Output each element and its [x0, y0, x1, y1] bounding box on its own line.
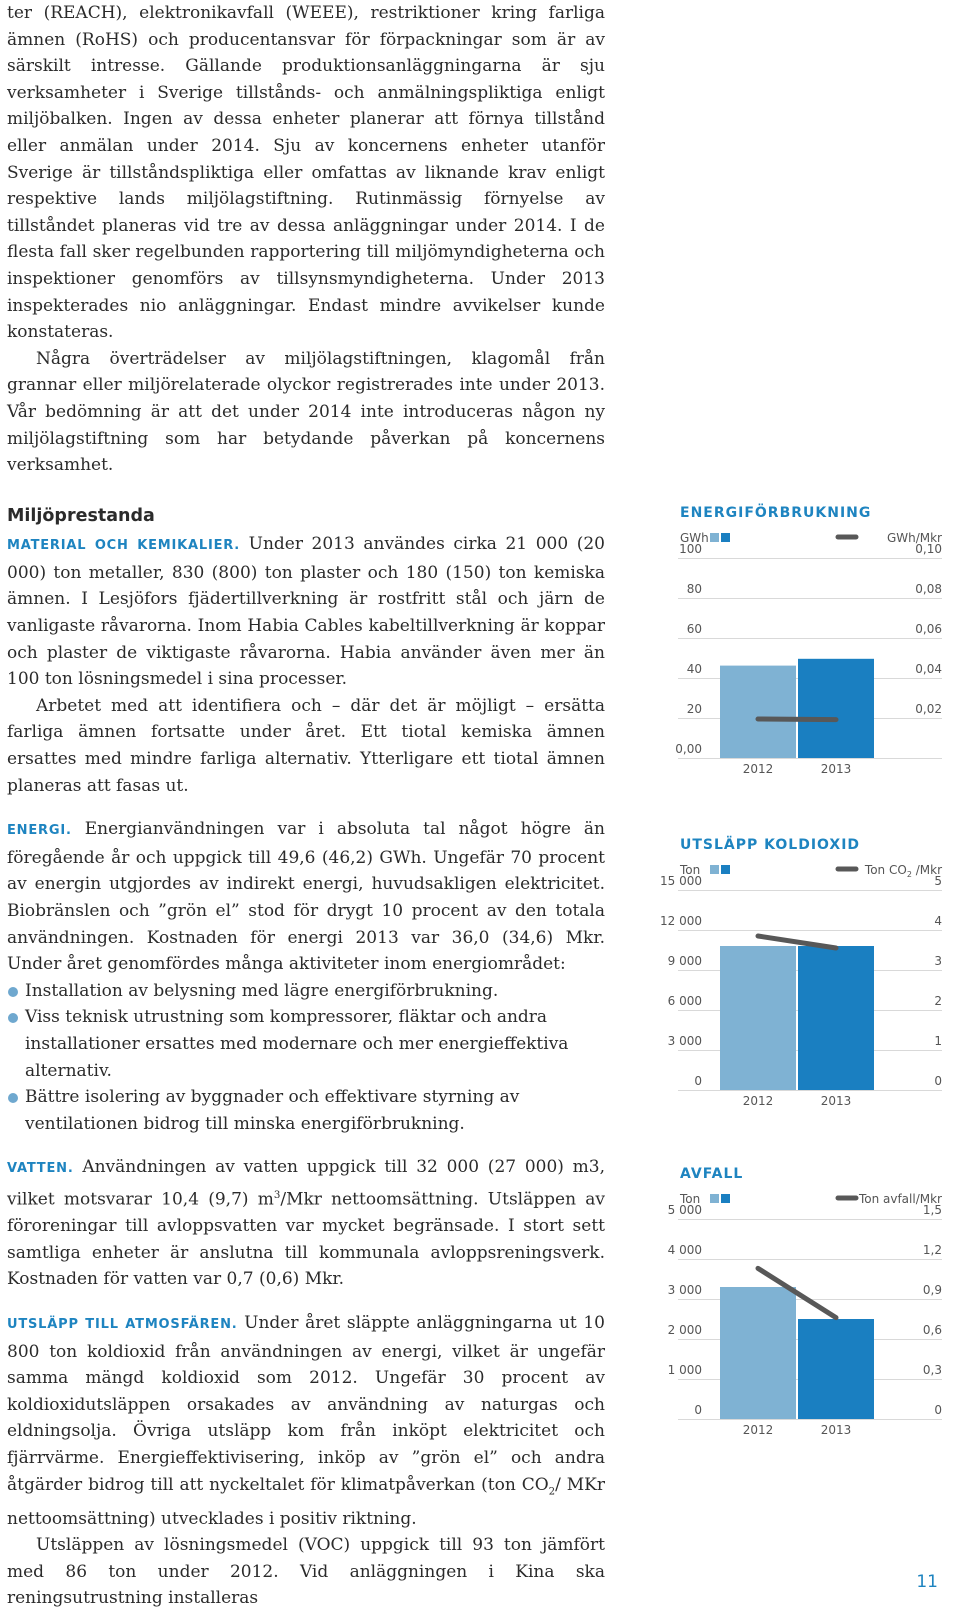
right-tick-label: 4	[934, 914, 942, 928]
right-tick-label: 2	[934, 994, 942, 1008]
left-tick-label: 3 000	[667, 1283, 702, 1297]
list-item: Bättre isolering av byggnader och effektivare styrning av ventilationen bidrog till minska energiförbrukning.	[7, 1084, 605, 1137]
utslapp-subscript: 2	[548, 1485, 556, 1497]
left-tick-label: 80	[686, 582, 702, 596]
right-tick-label: 0,08	[915, 582, 942, 596]
legend-swatch-2013	[721, 533, 730, 542]
bar-2012	[720, 666, 796, 758]
category-label: 2013	[820, 762, 852, 776]
bar-2013	[798, 659, 874, 758]
lead-energi: ENERGI.	[7, 823, 72, 839]
left-unit-label: GWh	[680, 531, 709, 545]
bar-2013	[798, 946, 874, 1090]
left-tick-label: 9 000	[667, 954, 702, 968]
paragraph-violations: Några överträdelser av miljölagstiftningen, klagomål från grannar eller miljörelaterade olyckor registrerades inte under 2013. Vår bedömning är att det under 2014 inte introduceras någon ny miljölagstiftning som har betydande påverkan på koncernens verksamhet.	[7, 348, 605, 476]
right-tick-label: 0,9	[922, 1283, 942, 1297]
right-tick-label: 0,04	[915, 662, 942, 676]
right-tick-label: 1,5	[922, 1203, 942, 1217]
utslapp-text-b: / MKr nettoomsättning) utvecklades i positiv riktning.	[7, 1474, 605, 1529]
left-tick-label: 20	[686, 702, 702, 716]
chart-title: UTSLÄPP KOLDIOXID	[680, 837, 861, 853]
chart-title: ENERGIFÖRBRUKNING	[680, 505, 872, 521]
waste-chart-svg	[660, 1166, 960, 1456]
lead-vatten: VATTEN.	[7, 1161, 74, 1177]
bar-2012	[720, 1287, 796, 1419]
left-tick-label: 2 000	[667, 1323, 702, 1337]
body-text-column	[7, 0, 605, 1612]
page-number: 11	[916, 1572, 938, 1592]
left-tick-label: 1 000	[667, 1363, 702, 1377]
left-tick-label: 4 000	[667, 1243, 702, 1257]
legend-swatch-2012	[710, 865, 719, 874]
right-tick-label: 0	[934, 1074, 942, 1088]
paragraph-voc: Utsläppen av lösningsmedel (VOC) uppgick till 93 ton jämfört med 86 ton under 2012. Vid anläggningen i Kina ska reningsutrustning installeras	[7, 1535, 605, 1609]
paragraph-vatten	[7, 1154, 605, 1293]
bar-2012	[720, 946, 796, 1090]
co2-chart	[660, 837, 960, 1127]
left-tick-label: 0	[694, 1403, 702, 1417]
left-tick-label: 100	[679, 542, 702, 556]
charts-column	[660, 0, 960, 1598]
vatten-text-b: /Mkr nettoomsättning. Utsläppen av föroreningar till avloppsvatten var mycket begränsade. I stort sett samtliga enheter är anslutna till kommunala avloppsreningsverk. Kostnaden för vatten var 0,7 (0,6) Mkr.	[7, 1189, 605, 1290]
right-tick-label: 5	[934, 874, 942, 888]
co2-chart-svg	[660, 837, 960, 1127]
right-tick-label: 0,06	[915, 622, 942, 636]
left-tick-label: 0,00	[675, 742, 702, 756]
material-text: Under 2013 användes cirka 21 000 (20 000) ton metaller, 830 (800) ton plaster och 180 (150) ton kemiska ämnen. I Lesjöfors fjädertillverkning är rostfritt stål och järn de vanligaste råvarorna. Inom Habia Cables kabeltillverkning är koppar och plaster de viktigaste råvarorna. Habia använder även mer än 100 ton lösningsmedel i sina processer.	[7, 534, 605, 690]
list-item: Installation av belysning med lägre energiförbrukning.	[7, 978, 605, 1005]
right-tick-label: 0	[934, 1403, 942, 1417]
bar-2013	[798, 1319, 874, 1419]
vatten-text-a: Användningen av vatten uppgick till 32 000 (27 000) m3, vilket motsvarar 10,4 (9,7) m	[7, 1157, 605, 1210]
energy-activities-list	[7, 978, 605, 1138]
legend-swatch-2012	[710, 1194, 719, 1203]
right-tick-label: 0,10	[915, 542, 942, 556]
left-unit-label: Ton	[680, 1192, 701, 1206]
left-tick-label: 60	[686, 622, 702, 636]
right-unit-label: GWh/Mkr	[886, 531, 942, 545]
paragraph-utslapp	[7, 1310, 605, 1532]
energi-text: Energianvändningen var i absoluta tal något högre än föregående år och uppgick till 49,6 (46,2) GWh. Ungefär 70 procent av energin utgjordes av indirekt energi, huvudsakligen elektricitet. Biobränslen och ”grön el” stod för drygt 10 procent av den totala användningen. Kostnaden för energi 2013 var 36,0 (34,6) Mkr. Under året genomfördes många aktiviteter inom energiområdet:	[7, 819, 605, 975]
energy-chart	[660, 505, 960, 795]
left-tick-label: 6 000	[667, 994, 702, 1008]
energy-chart-svg	[660, 505, 960, 795]
lead-material: MATERIAL OCH KEMIKALIER.	[7, 538, 241, 554]
left-tick-label: 40	[686, 662, 702, 676]
intensity-line	[758, 719, 836, 720]
category-label: 2012	[742, 1094, 774, 1108]
list-item: Viss teknisk utrustning som kompressorer, fläktar och andra installationer ersattes med modernare och mer energieffektiva alternativ.	[7, 1004, 605, 1084]
paragraph-permits: ter (REACH), elektronikavfall (WEEE), restriktioner kring farliga ämnen (RoHS) och producentansvar för förpackningar som är av särskilt intresse. Gällande produktionsanläggningarna är sju verksamheter i Sverige tillstånds- och anmälningspliktiga enligt miljöbalken. Ingen av dessa enheter planerar att förnya tillstånd eller anmälan under 2014. Sju av koncernens enheter utanför Sverige är tillståndspliktiga eller omfattas av liknande krav enligt respektive lands miljölagstiftning. Rutinmässig förnyelse av tillståndet planeras vid tre av dessa anläggningar under 2014. I de flesta fall sker regelbunden rapportering till miljömyndigheterna och inspektioner genomförs av tillsynsmyndigheterna. Under 2013 inspekterades nio anläggningar. Endast mindre avvikelser kunde konstateras.	[7, 3, 605, 343]
paragraph-material-2: Arbetet med att identifiera och – där det är möjligt – ersätta farliga ämnen fortsatte under året. Ett tiotal kemiska ämnen ersattes med mindre farliga alternativ. Ytterligare ett tiotal ämnen planeras att fasas ut.	[7, 695, 605, 796]
utslapp-text-a: Under året släppte anläggningarna ut 10 800 ton koldioxid från användningen av energi, vilket är ungefär samma mängd koldioxid som 2012. Ungefär 30 procent av koldioxidutsläppen orsakades av användning av naturgas och eldningsolja. Övriga utsläpp kom från inköpt elektricitet och fjärrvärme. Energieffektivisering, inköp av ”grön el” och andra åtgärder bidrog till att nyckeltalet för klimatpåverkan (ton CO	[7, 1312, 606, 1495]
legend-swatch-2013	[721, 1194, 730, 1203]
section-heading: Miljöprestanda	[7, 505, 155, 526]
right-unit-label: Ton $CO_2$ /Mkr	[864, 863, 942, 879]
left-tick-label: 0	[694, 1074, 702, 1088]
right-tick-label: 0,3	[922, 1363, 942, 1377]
legend-swatch-2013	[721, 865, 730, 874]
left-tick-label: 12 000	[660, 914, 702, 928]
paragraph-material	[7, 531, 605, 693]
right-tick-label: 3	[934, 954, 942, 968]
category-label: 2013	[820, 1423, 852, 1437]
category-label: 2012	[742, 762, 774, 776]
chart-title: AVFALL	[680, 1166, 744, 1182]
left-tick-label: 3 000	[667, 1034, 702, 1048]
category-label: 2012	[742, 1423, 774, 1437]
left-tick-label: 15 000	[660, 874, 702, 888]
left-unit-label: Ton	[680, 863, 701, 877]
vatten-superscript: 3	[273, 1189, 281, 1201]
right-tick-label: 0,02	[915, 702, 942, 716]
category-label: 2013	[820, 1094, 852, 1108]
right-unit-label: Ton avfall/Mkr	[858, 1192, 942, 1206]
lead-utslapp: UTSLÄPP TILL ATMOSFÄREN.	[7, 1316, 238, 1332]
paragraph-energi	[7, 816, 605, 978]
right-tick-label: 1,2	[922, 1243, 942, 1257]
left-tick-label: 5 000	[667, 1203, 702, 1217]
right-tick-label: 1	[934, 1034, 942, 1048]
legend-swatch-2012	[710, 533, 719, 542]
right-tick-label: 0,6	[922, 1323, 942, 1337]
waste-chart	[660, 1166, 960, 1456]
